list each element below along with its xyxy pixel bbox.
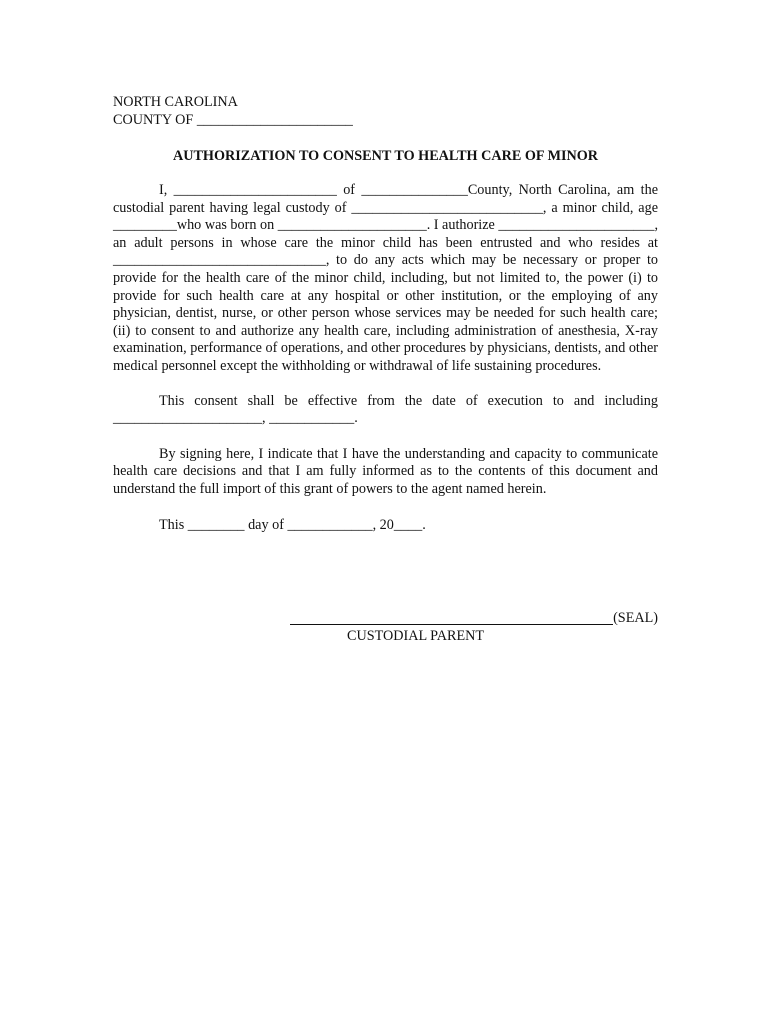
signature-block — [290, 610, 658, 646]
document-body — [113, 182, 658, 534]
execution-date-line: This ________ day of ____________, 20____. — [159, 516, 426, 533]
effective-date-paragraph: This consent shall be effective from the date of execution to and including _____________________, ____________. — [113, 392, 658, 427]
authorization-paragraph: I, _______________________ of _______________County, North Carolina, am the custodial parent having legal custody of ___________________________, a minor child, age _________who was born on _____________________. I authorize ______________________, an adult persons in whose care the minor child has been entrusted and who resides at ______________________________, to do any acts which may be necessary or proper to provide for the health care of the minor child, including, but not limited to, the power (i) to provide for such health care at any hospital or other institution, or the employing of any physician, dentist, nurse, or other person whose services may be needed for such health care; (ii) to consent to and authorize any health care, including administration of anesthesia, X-ray examination, performance of operations, and other procedures by physicians, dentists, and other medical personnel except the withholding or withdrawal of life sustaining procedures. — [113, 182, 658, 374]
county-line: COUNTY OF ______________________ — [113, 111, 353, 128]
signature-caption: CUSTODIAL PARENT — [347, 628, 485, 644]
document-title: AUTHORIZATION TO CONSENT TO HEALTH CARE OF MINOR — [172, 148, 599, 164]
state-heading: NORTH CAROLINA — [113, 94, 238, 110]
capacity-statement-paragraph: By signing here, I indicate that I have the understanding and capacity to communicate health care decisions and that I am fully informed as to the contents of this document and understand the full import of this grant of powers to the agent named herein. — [113, 445, 658, 497]
document-header — [113, 94, 353, 129]
signature-line — [290, 610, 613, 625]
signature-row — [290, 610, 658, 628]
seal-label: (SEAL) — [613, 610, 658, 627]
